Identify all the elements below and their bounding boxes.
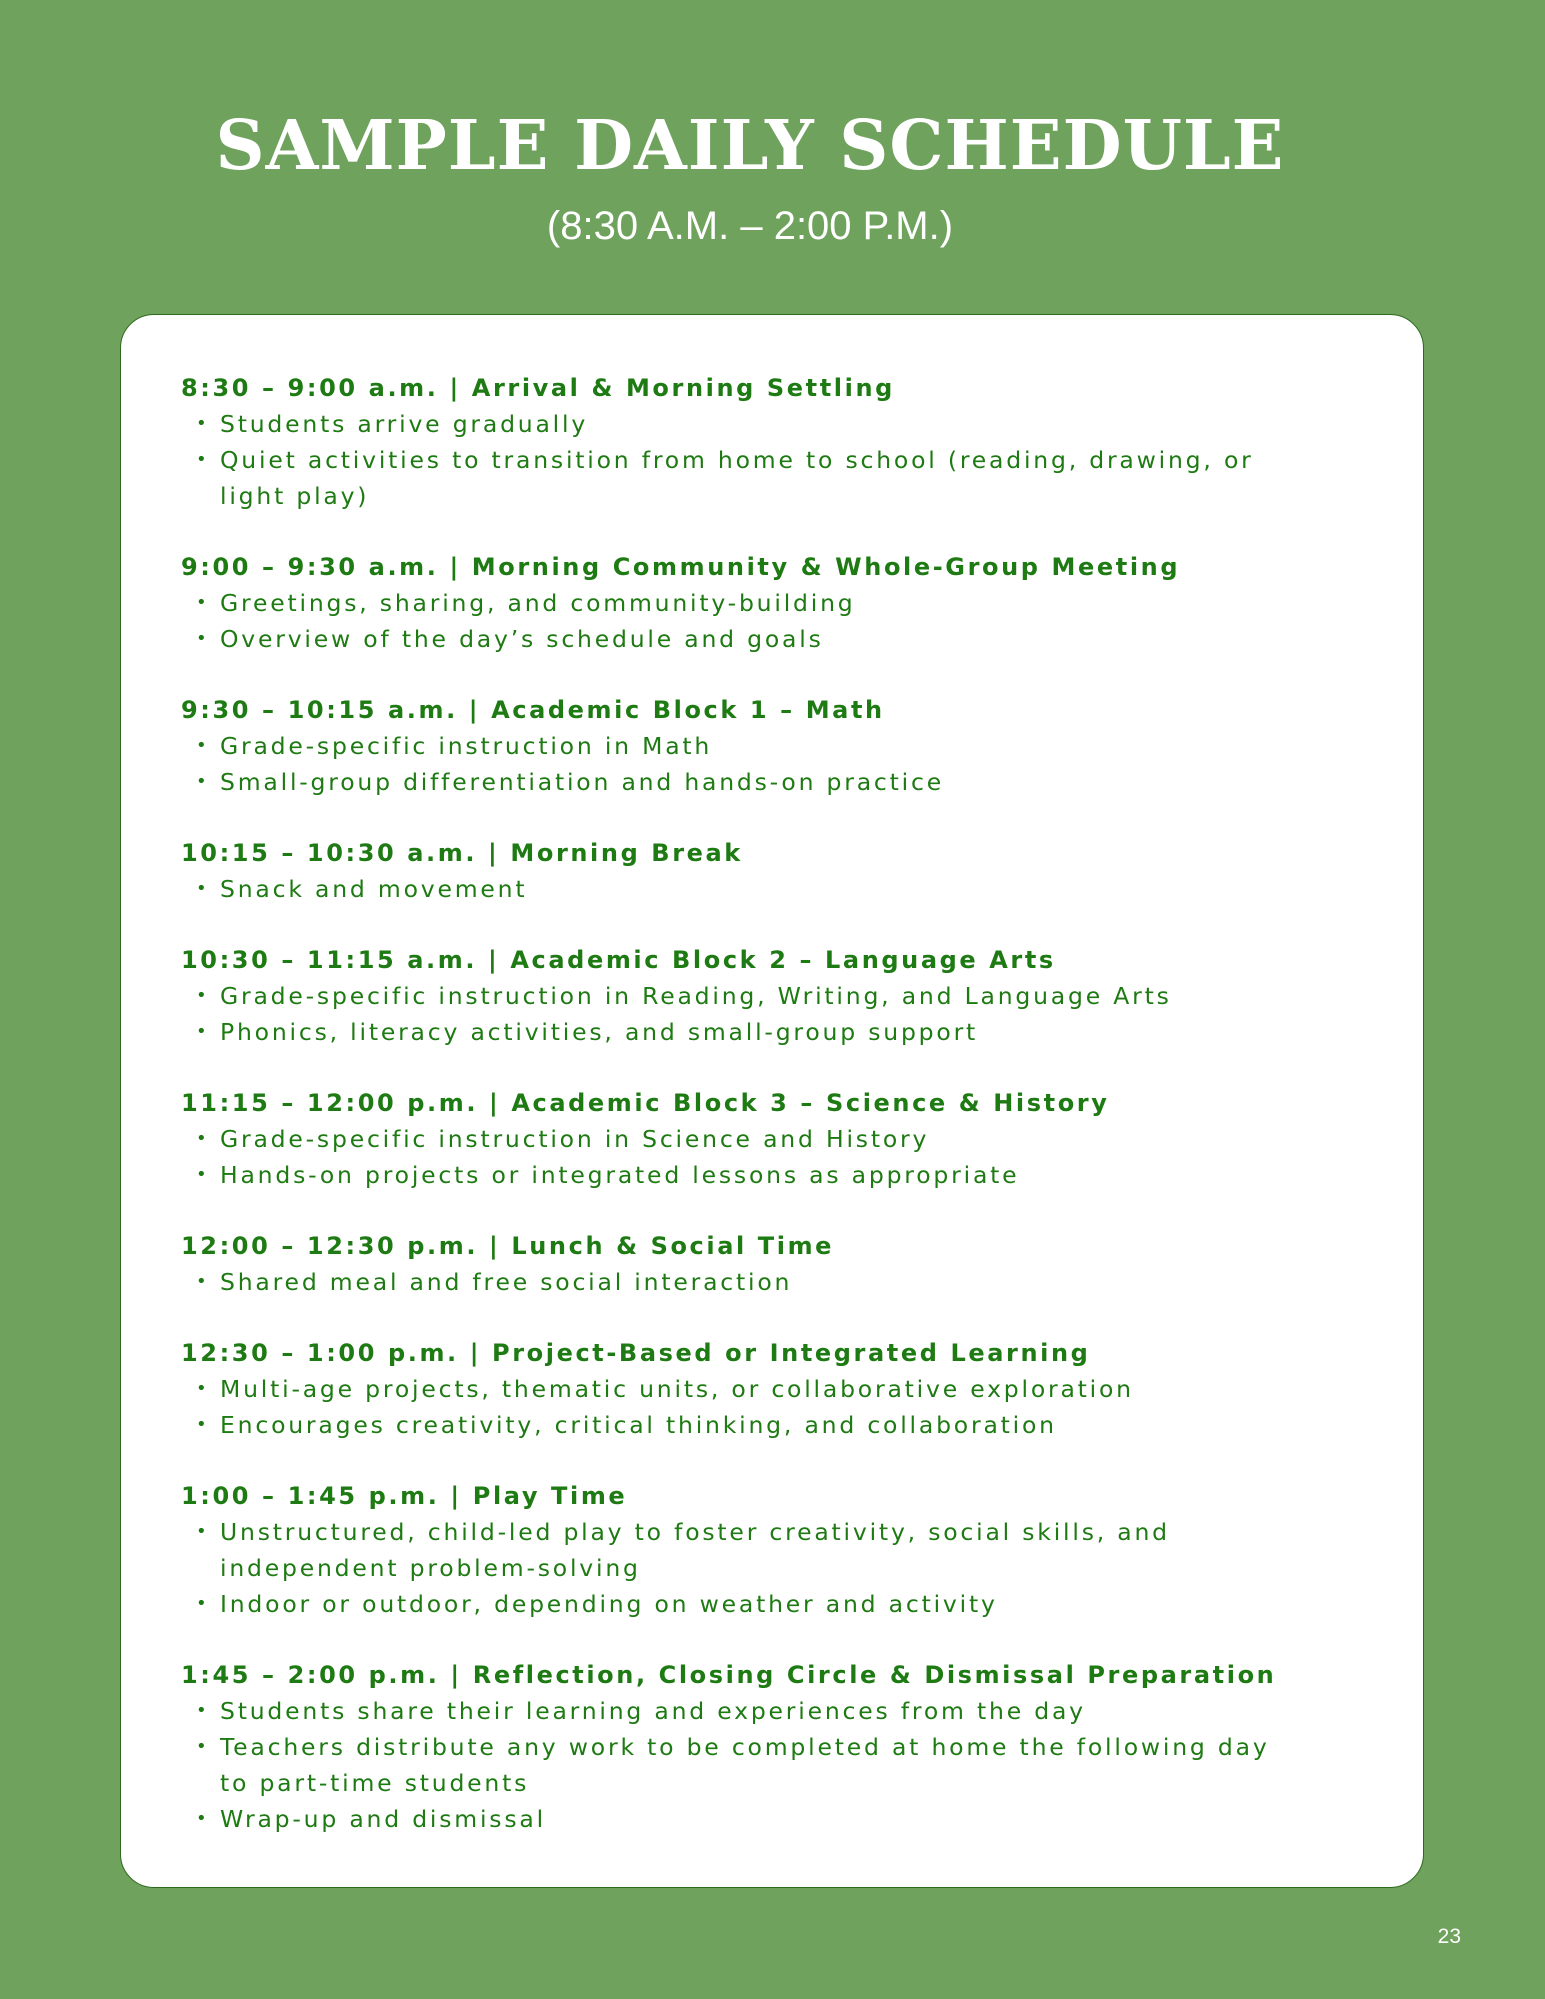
bullet-icon: • [196, 628, 207, 649]
bullet-list [181, 1121, 1363, 1193]
bullet-icon: • [196, 1521, 207, 1542]
section-heading: 12:30 – 1:00 p.m. | Project-Based or Integrated Learning [181, 1339, 1091, 1367]
bullet-icon: • [196, 985, 207, 1006]
list-item [181, 1407, 1363, 1443]
page-number: 23 [1437, 1925, 1461, 1948]
bullet-icon: • [196, 735, 207, 756]
list-item [181, 871, 1363, 907]
bullet-list [181, 1514, 1363, 1622]
list-item [181, 1801, 1363, 1837]
schedule-section [181, 1228, 1363, 1300]
bullet-list [181, 978, 1363, 1050]
bullet-icon: • [196, 1736, 207, 1757]
list-item-text: Grade-specific instruction in Science and History [220, 1125, 930, 1153]
bullet-list [181, 1371, 1363, 1443]
bullet-list [181, 1693, 1363, 1837]
bullet-list [181, 406, 1363, 514]
bullet-list [181, 871, 1363, 907]
list-item-text: Overview of the day’s schedule and goals [220, 625, 824, 653]
bullet-icon: • [196, 878, 207, 899]
bullet-icon: • [196, 413, 207, 434]
schedule-section [181, 835, 1363, 907]
list-item-text: Multi-age projects, thematic units, or collaborative exploration [220, 1375, 1134, 1403]
schedule-section [181, 1478, 1363, 1622]
list-item [181, 1586, 1363, 1622]
schedule-section [181, 1085, 1363, 1193]
list-item-text: Hands-on projects or integrated lessons as appropriate [220, 1161, 1020, 1189]
bullet-icon: • [196, 771, 207, 792]
section-heading: 1:00 – 1:45 p.m. | Play Time [181, 1482, 628, 1510]
section-heading: 9:30 – 10:15 a.m. | Academic Block 1 – Math [181, 696, 885, 724]
bullet-icon: • [196, 1164, 207, 1185]
list-item [181, 728, 1363, 764]
bullet-icon: • [196, 1700, 207, 1721]
bullet-icon: • [196, 1414, 207, 1435]
list-item-text: Grade-specific instruction in Math [220, 732, 713, 760]
section-heading: 1:45 – 2:00 p.m. | Reflection, Closing Circle & Dismissal Preparation [181, 1661, 1277, 1689]
list-item-text: Students share their learning and experiences from the day [220, 1697, 1086, 1725]
bullet-list [181, 585, 1363, 657]
list-item [181, 1693, 1363, 1729]
list-item [181, 1157, 1363, 1193]
list-item [181, 764, 1363, 800]
bullet-icon: • [196, 592, 207, 613]
list-item-text: Shared meal and free social interaction [220, 1268, 793, 1296]
list-item-text: Indoor or outdoor, depending on weather and activity [220, 1590, 998, 1618]
bullet-icon: • [196, 1271, 207, 1292]
list-item-text: Small-group differentiation and hands-on practice [220, 768, 944, 796]
section-heading: 9:00 – 9:30 a.m. | Morning Community & Whole-Group Meeting [181, 553, 1181, 581]
bullet-icon: • [196, 1128, 207, 1149]
schedule-section [181, 692, 1363, 800]
list-item [181, 585, 1363, 621]
list-item [181, 442, 1363, 514]
schedule-section [181, 1335, 1363, 1443]
list-item [181, 1371, 1363, 1407]
list-item-text: Encourages creativity, critical thinking, and collaboration [220, 1411, 1057, 1439]
list-item [181, 1264, 1363, 1300]
schedule-section [181, 942, 1363, 1050]
bullet-list [181, 728, 1363, 800]
list-item-text: Wrap-up and dismissal [220, 1805, 546, 1833]
list-item-text: Unstructured, child-led play to foster creativity, social skills, and independent problem-solving [220, 1518, 1170, 1582]
list-item [181, 978, 1363, 1014]
list-item-text: Greetings, sharing, and community-building [220, 589, 856, 617]
schedule-section [181, 1657, 1363, 1837]
schedule-section [181, 370, 1363, 514]
section-heading: 10:15 – 10:30 a.m. | Morning Break [181, 839, 743, 867]
page-subtitle: (8:30 A.M. – 2:00 P.M.) [546, 204, 954, 248]
bullet-icon: • [196, 1593, 207, 1614]
list-item [181, 406, 1363, 442]
list-item-text: Teachers distribute any work to be completed at home the following day to part-time students [220, 1733, 1270, 1797]
list-item [181, 1514, 1363, 1586]
section-heading: 11:15 – 12:00 p.m. | Academic Block 3 – Science & History [181, 1089, 1110, 1117]
bullet-icon: • [196, 1021, 207, 1042]
bullet-list [181, 1264, 1363, 1300]
list-item-text: Phonics, literacy activities, and small-group support [220, 1018, 979, 1046]
list-item-text: Students arrive gradually [220, 410, 589, 438]
section-heading: 8:30 – 9:00 a.m. | Arrival & Morning Settling [181, 374, 895, 402]
list-item [181, 1014, 1363, 1050]
section-heading: 10:30 – 11:15 a.m. | Academic Block 2 – Language Arts [181, 946, 1056, 974]
bullet-icon: • [196, 1378, 207, 1399]
list-item-text: Quiet activities to transition from home to school (reading, drawing, or light play) [220, 446, 1254, 510]
bullet-icon: • [196, 1808, 207, 1829]
bullet-icon: • [196, 449, 207, 470]
section-heading: 12:00 – 12:30 p.m. | Lunch & Social Time [181, 1232, 835, 1260]
list-item-text: Snack and movement [220, 875, 528, 903]
list-item [181, 1729, 1363, 1801]
list-item [181, 621, 1363, 657]
schedule-section [181, 549, 1363, 657]
list-item [181, 1121, 1363, 1157]
page-title: SAMPLE DAILY SCHEDULE [215, 106, 1285, 186]
schedule-card [120, 314, 1424, 1888]
list-item-text: Grade-specific instruction in Reading, Writing, and Language Arts [220, 982, 1172, 1010]
